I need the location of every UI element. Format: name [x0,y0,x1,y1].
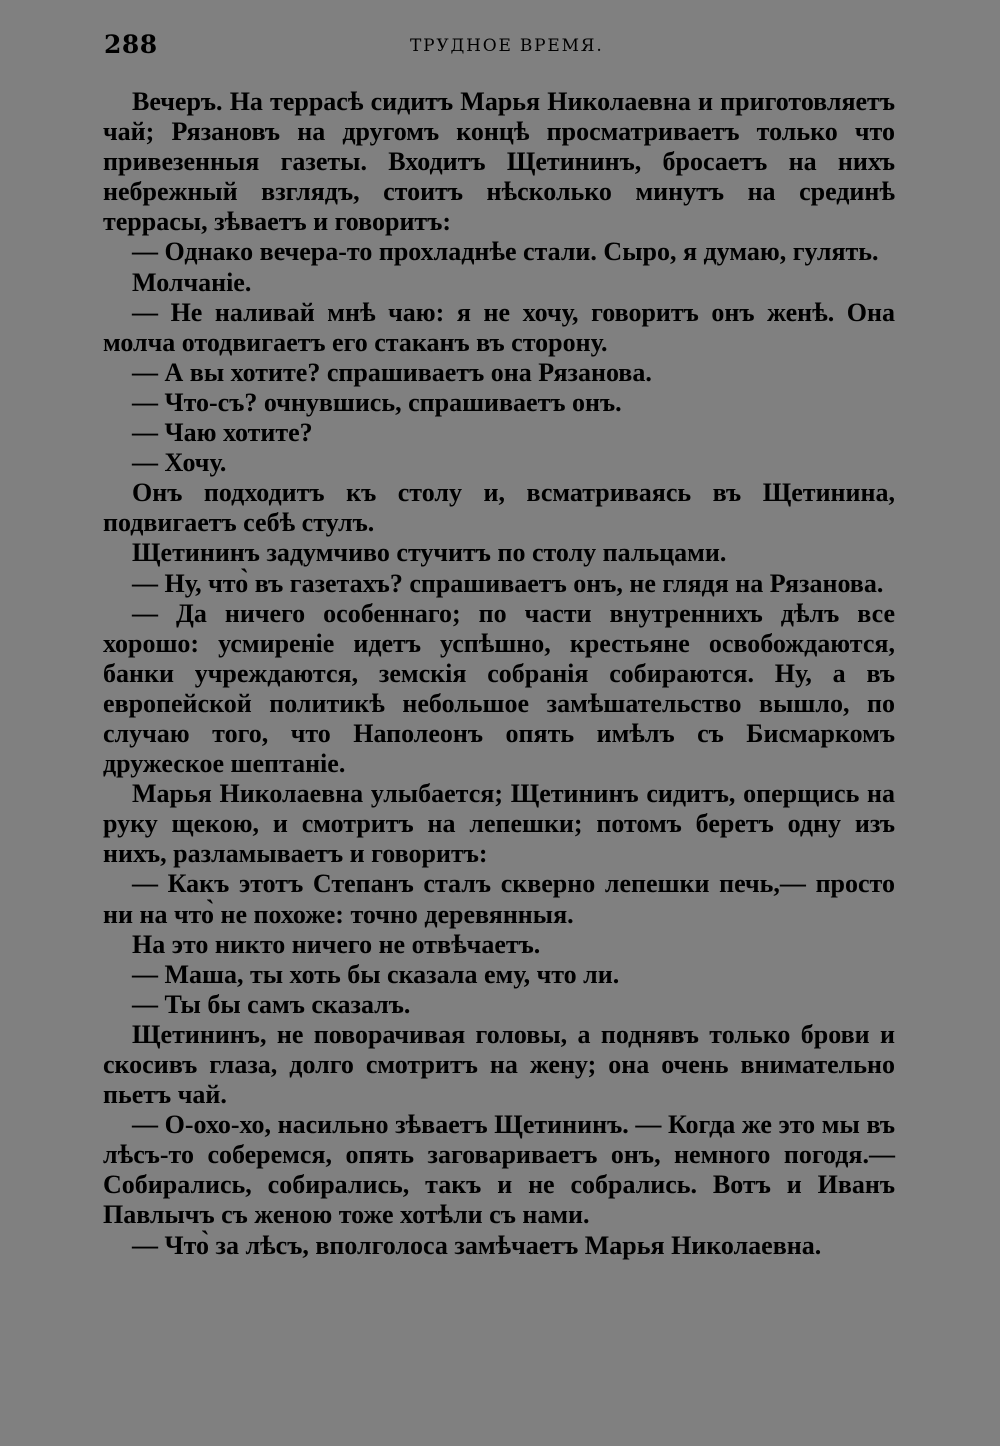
page-body [103,87,895,1261]
paragraph: — А вы хотите? спрашиваетъ она Рязанова. [132,357,652,387]
paragraph: Онъ подходитъ къ столу и, всматриваясь въ Щетинина, подвигаетъ себѣ стулъ. [103,478,895,538]
paragraph: — Ты бы самъ сказалъ. [132,989,411,1019]
paragraph: — Маша, ты хоть бы сказала ему, что ли. [132,959,620,989]
paragraph: Молчаніе. [132,267,252,297]
paragraph: Щетининъ, не поворачивая головы, а поднявъ только брови и скосивъ глаза, долго смотритъ на жену; она очень внимательно пьетъ чай. [103,1019,895,1110]
paragraph: На это никто ничего не отвѣчаетъ. [132,929,541,959]
paragraph: Вечеръ. На террасѣ сидитъ Марья Николаевна и приготовляетъ чай; Рязановъ на другомъ концѣ просматриваетъ только что привезенныя газеты. Входитъ Щетининъ, бросаетъ на нихъ небрежный взглядъ, стоитъ нѣсколько минутъ на срединѣ террасы, зѣваетъ и говоритъ: [103,87,895,237]
running-title: ТРУДНОЕ ВРЕМЯ. [410,36,604,56]
paragraph: Щетининъ задумчиво стучитъ по столу пальцами. [132,538,727,568]
paragraph: — Не наливай мнѣ чаю: я не хочу, говоритъ онъ женѣ. Она молча отодвигаетъ его стаканъ въ сторону. [103,297,895,357]
paragraph: — Да ничего особеннаго; по части внутреннихъ дѣлъ все хорошо: усмиреніе идетъ успѣшно, крестьяне освобождаются, банки учреждаются, земскія собранія собираются. Ну, а въ европейской политикѣ небольшое замѣшательство вышло, по случаю того, что Наполеонъ опять имѣлъ съ Бисмаркомъ дружеское шептаніе. [103,598,895,779]
paragraph: — Какъ этотъ Степанъ сталъ скверно лепешки печь,— просто ни на что̀ не похоже: точно деревянныя. [103,869,895,929]
paragraph: — Что-съ? очнувшись, спрашиваетъ онъ. [132,387,622,417]
page-number: 288 [104,30,158,59]
paragraph: Марья Николаевна улыбается; Щетининъ сидитъ, оперщись на руку щекою, и смотритъ на лепешки; потомъ беретъ одну изъ нихъ, разламываетъ и говоритъ: [103,779,895,869]
paragraph: — О-охо-хо, насильно зѣваетъ Щетининъ. — Когда же это мы въ лѣсъ-то соберемся, опять заговариваетъ онъ, немного погодя.—Собирались, собирались, такъ и не собрались. Вотъ и Иванъ Павлычъ съ женою тоже хотѣли съ нами. [103,1110,895,1230]
paragraph: — Хочу. [132,448,227,478]
paragraph: — Однако вечера-то прохладнѣе стали. Сыро, я думаю, гулять. [132,237,879,267]
paragraph: — Чаю хотите? [132,418,313,448]
paragraph: — Что̀ за лѣсъ, вполголоса замѣчаетъ Марья Николаевна. [132,1230,822,1260]
paragraph: — Ну, что̀ въ газетахъ? спрашиваетъ онъ, не глядя на Рязанова. [132,568,884,598]
